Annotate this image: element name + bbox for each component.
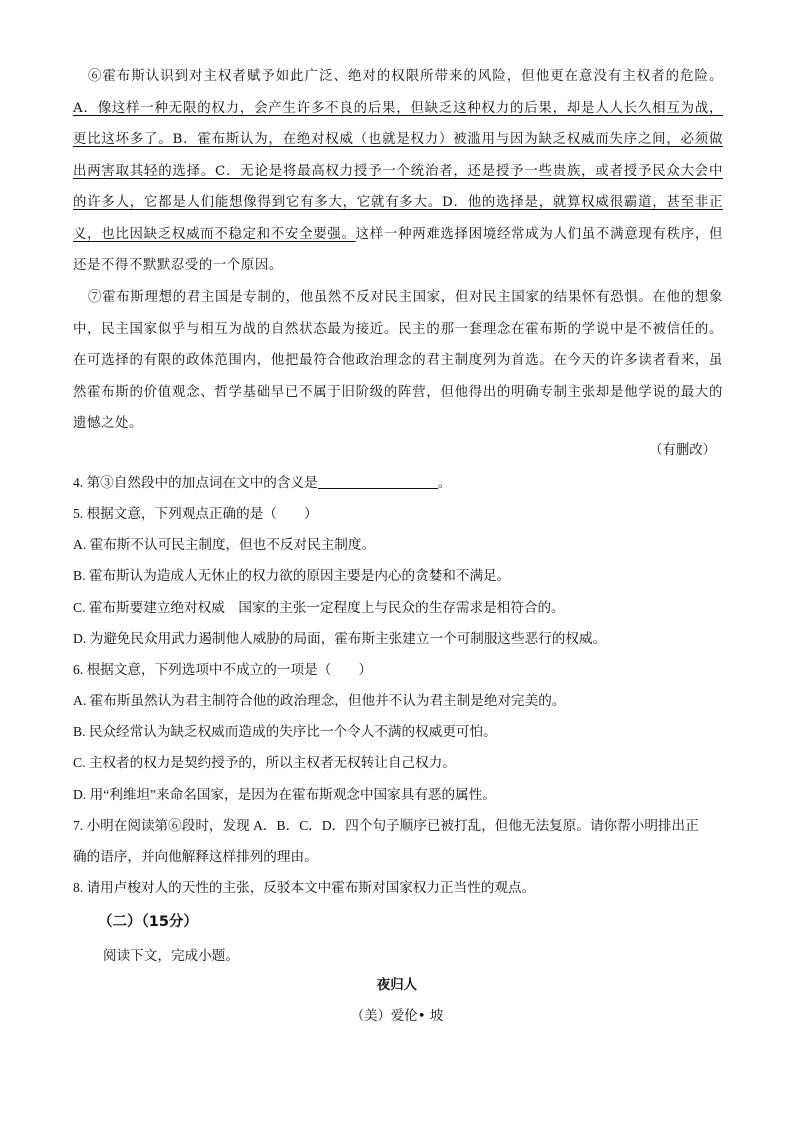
question-6-option-a: A. 霍布斯虽然认为君主制符合他的政治理念，但他并不认为君主制是绝对完美的。 (73, 693, 566, 708)
question-5-option-c: C. 霍布斯要建立绝对权威 国家的主张一定程度上与民众的生存需求是相符合的。 (73, 600, 565, 615)
answer-blank (318, 474, 438, 489)
question-7-line-1: 7. 小明在阅读第⑥段时，发现 A．B．C．D．四个句子顺序已被打乱，但他无法复原。请你帮小明排出正 (73, 818, 699, 833)
source-note: （有删改） (649, 443, 716, 458)
story-title: 夜归人 (376, 977, 418, 993)
question-5-stem: 5. 根据文意，下列观点正确的是（ ） (73, 506, 318, 521)
question-8: 8. 请用卢梭对人的天性的主张，反驳本文中霍布斯对国家权力正当性的观点。 (73, 880, 536, 895)
story-author: （美）爱伦• 坡 (350, 1009, 444, 1024)
paragraph-6-conclusion: 这样一种两难选择困境经常成为人们虽不满意现有秩序，但还是不得不默默忍受的一个原因。 (73, 226, 723, 273)
paragraph-7: ⑦霍布斯理想的君主国是专制的，他虽然不反对民主国家，但对民主国家的结果怀有恐惧。在他的想象中，民主国家似乎与相互为战的自然状态最为接近。民主的那一套理念在霍布斯的学说中是不被信任的。在可选择的有限的政体范围内，他把最符合他政治理念的君主制度列为首选。在今天的许多读者看来，虽然霍布斯的价值观念、哲学基础早已不属于旧阶级的阵营，但他得出的明确专制主张却是他学说的最大的遗憾之处。 (73, 290, 723, 431)
question-4-stem: 4. 第③自然段中的加点词在文中的含义是 (73, 475, 318, 490)
paragraph-6-intro: ⑥霍布斯认识到对主权者赋予如此广泛、绝对的权限所带来的风险，但他更在意没有主权者的危险。 (88, 69, 723, 84)
question-6-stem: 6. 根据文意，下列选项中不成立的一项是（ ） (73, 662, 373, 677)
question-4 (73, 473, 733, 493)
question-5-option-a: A. 霍布斯不认可民主制度，但也不反对民主制度。 (73, 537, 376, 552)
section-instruction: 阅读下文，完成小题。 (103, 948, 239, 963)
question-6-option-d: D. 用“利维坦”来命名国家，是因为在霍布斯观念中国家具有恶的属性。 (73, 787, 496, 802)
paragraph-6 (73, 61, 723, 282)
paragraph-6-scrambled-sentences: A．像这样一种无限的权力，会产生许多不良的后果，但缺乏这种权力的后果，却是人人长久相互为战，更比这坏多了。B．霍布斯认为，在绝对权威（也就是权力）被滥用与因为缺乏权威而失序之间，必须做出两害取其轻的选择。C．无论是将最高权力授予一个统治者，还是授予一些贵族，或者授予民众大会中的许多人，它都是人们能想像得到它有多大，它就有多大。D．他的选择是，就算权威很霸道，甚至非正义，也比因缺乏权威而不稳定和不安全要强。 (73, 100, 723, 242)
question-4-end: 。 (437, 475, 452, 490)
question-6-option-c: C. 主权者的权力是契约授予的，所以主权者无权转让自己权力。 (73, 755, 456, 770)
question-5-option-b: B. 霍布斯认为造成人无休止的权力欲的原因主要是内心的贪婪和不满足。 (73, 568, 511, 583)
section-heading: （二）（15分） (98, 914, 198, 930)
question-5-option-d: D. 为避免民众用武力遏制他人威胁的局面，霍布斯主张建立一个可制服这些恶行的权威。 (73, 631, 607, 646)
question-6-option-b: B. 民众经常认为缺乏权威而造成的失序比一个令人不满的权威更可怕。 (73, 724, 497, 739)
question-7-line-2: 确的语序，并向他解释这样排列的理由。 (73, 849, 318, 864)
